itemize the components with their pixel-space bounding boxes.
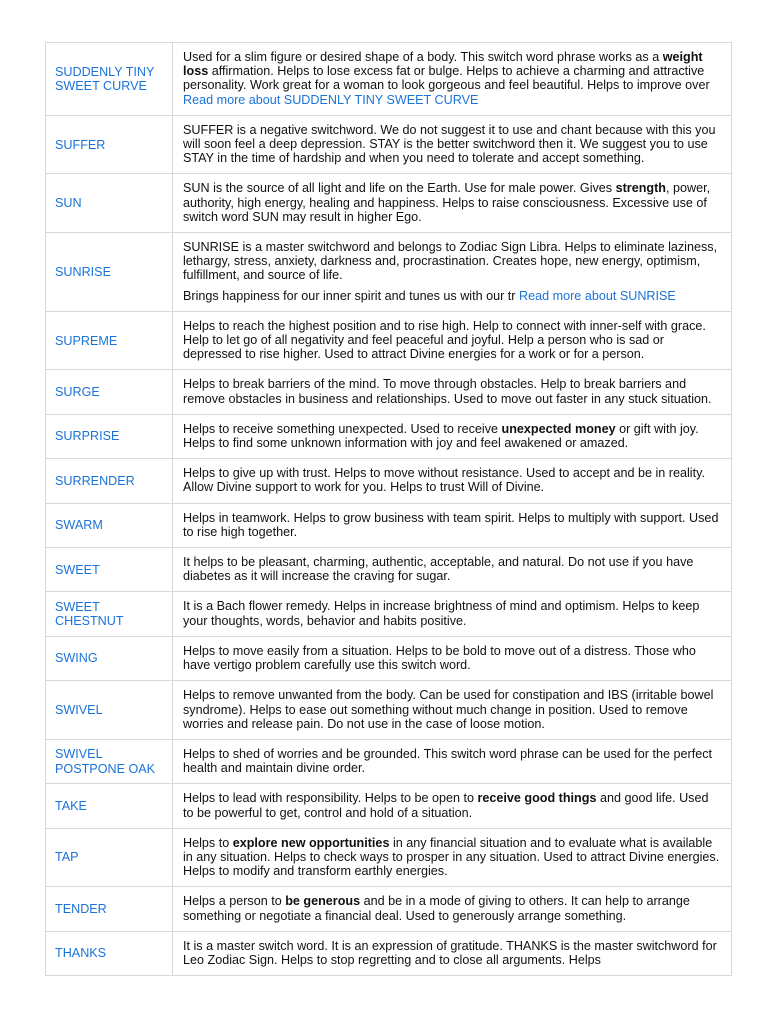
read-more-link[interactable]: Read more about SUDDENLY TINY SWEET CURVE <box>183 92 479 107</box>
switchword-description-cell <box>173 681 732 740</box>
switchword-term-link[interactable]: TAP <box>55 850 79 865</box>
emphasized-text: weight loss <box>183 50 703 79</box>
switchword-term-cell <box>46 311 173 370</box>
switchword-term-cell <box>46 503 173 547</box>
description-text: Helps to reach the highest position and to rise high. Help to connect with inner-self with grace. Help to let go of all negativity and feel peaceful and joyful. Help a person who is sad or depressed to rise higher. Used to attract Divine energies for a work or for a person. <box>183 318 706 362</box>
description-text: SUFFER is a negative switchword. We do not suggest it to use and chant because with this you will soon feel a deep depression. STAY is the better switchword then it. We suggest you to use STAY in the time of hardship and when you need to tolerate and accept something. <box>183 122 716 166</box>
switchword-term-link[interactable]: THANKS <box>55 946 107 961</box>
description-text: SUN is the source of all light and life on the Earth. Use for male power. Gives <box>183 181 616 196</box>
description-paragraph <box>183 791 721 819</box>
switchword-description-cell <box>173 739 732 783</box>
switchword-term-link[interactable]: SWIVEL <box>55 703 103 717</box>
description-text: Helps to give up with trust. Helps to move without resistance. Used to accept and be in reality. Allow Divine support to work for you. Helps to trust Will of Divine. <box>183 466 705 495</box>
description-text: and good life. Used to be powerful to get, control and hold of a situation. <box>183 791 709 820</box>
switchword-term-link[interactable]: TAKE <box>55 798 87 813</box>
table-row <box>46 311 732 370</box>
description-text: It is a Bach flower remedy. Helps in increase brightness of mind and optimism. Helps to keep your thoughts, words, behavior and habits positive. <box>183 599 700 628</box>
table-row <box>46 592 732 636</box>
description-paragraph <box>183 319 721 362</box>
description-paragraph <box>183 644 721 672</box>
switchword-term-link[interactable]: SUFFER <box>55 137 106 152</box>
switchword-term-link[interactable]: SWING <box>55 651 98 666</box>
table-row <box>46 784 732 828</box>
description-text: SUNRISE is a master switchword and belongs to Zodiac Sign Libra. Helps to eliminate laziness, lethargy, stress, anxiety, darkness and, procrastination. Creates hope, new energy, optimism, fulfillment, and source of life. <box>183 240 718 283</box>
table-row <box>46 887 732 931</box>
switchword-term-cell <box>46 370 173 414</box>
description-text: Helps a person to <box>183 894 286 909</box>
emphasized-text: be generous <box>285 894 361 909</box>
description-paragraph <box>183 555 721 583</box>
description-paragraph <box>183 747 721 775</box>
switchword-description-cell <box>173 370 732 414</box>
description-paragraph <box>183 894 721 922</box>
description-paragraph <box>183 511 721 539</box>
table-row <box>46 636 732 680</box>
switchword-term-cell <box>46 414 173 458</box>
description-text: Helps in teamwork. Helps to grow business with team spirit. Helps to multiply with support. Used to rise high together. <box>183 510 719 539</box>
description-paragraph <box>183 240 721 283</box>
switchword-description-cell <box>173 592 732 636</box>
description-text: Helps to lead with responsibility. Helps to be open to <box>183 791 478 806</box>
switchword-table-body <box>46 43 732 976</box>
switchword-description-cell <box>173 459 732 503</box>
table-row <box>46 370 732 414</box>
description-paragraph <box>183 181 721 224</box>
switchword-description-cell <box>173 931 732 975</box>
switchword-term-link[interactable]: SURPRISE <box>55 429 120 444</box>
switchword-description-cell <box>173 636 732 680</box>
switchword-description-cell <box>173 414 732 458</box>
switchword-term-link[interactable]: SUPREME <box>55 333 118 348</box>
switchword-term-cell <box>46 784 173 828</box>
description-paragraph <box>183 599 721 627</box>
description-text: It is a master switch word. It is an expression of gratitude. THANKS is the master switchword for Leo Zodiac Sign. Helps to stop regretting and to close all arguments. Helps <box>183 938 717 967</box>
description-paragraph <box>183 50 721 107</box>
switchword-table <box>45 42 732 976</box>
description-paragraph <box>183 688 721 731</box>
switchword-term-cell <box>46 548 173 592</box>
table-row <box>46 233 732 312</box>
switchword-description-cell <box>173 174 732 233</box>
switchword-term-cell <box>46 459 173 503</box>
switchword-description-cell <box>173 784 732 828</box>
switchword-description-cell <box>173 115 732 174</box>
switchword-term-link[interactable]: TENDER <box>55 901 107 916</box>
emphasized-text: unexpected money <box>501 421 616 436</box>
table-row <box>46 681 732 740</box>
description-text: Helps to remove unwanted from the body. Can be used for constipation and IBS (irritable bowel syndrome). Helps to ease out something without much change in position. Used to remove worries and release pain. Do not use in the case of loose motion. <box>183 688 714 731</box>
description-text: It helps to be pleasant, charming, authentic, acceptable, and natural. Do not use if you have diabetes as it will increase the craving for sugar. <box>183 555 694 584</box>
switchword-term-cell <box>46 739 173 783</box>
description-paragraph <box>183 836 721 879</box>
description-text: Helps to <box>183 835 233 850</box>
table-row <box>46 115 732 174</box>
description-text: Used for a slim figure or desired shape of a body. This switch word phrase works as a <box>183 50 663 64</box>
switchword-term-link[interactable]: SURGE <box>55 385 100 400</box>
switchword-term-cell <box>46 592 173 636</box>
table-row <box>46 414 732 458</box>
description-paragraph <box>183 422 721 450</box>
table-row <box>46 174 732 233</box>
description-paragraph <box>183 939 721 967</box>
description-text: Brings happiness for our inner spirit and tunes us with our tr <box>183 288 520 303</box>
switchword-term-link[interactable]: SUNRISE <box>55 264 111 279</box>
description-text: Helps to break barriers of the mind. To move through obstacles. Help to break barriers and remove obstacles in business and relationships. Used to move out faster in any stuck situation. <box>183 377 712 406</box>
description-text: and be in a mode of giving to others. It can help to arrange something or negotiate a financial deal. Used to generously arrange something. <box>183 894 690 923</box>
description-text: Helps to receive something unexpected. Used to receive <box>183 421 502 436</box>
switchword-term-cell <box>46 828 173 887</box>
read-more-link[interactable]: Read more about SUNRISE <box>519 288 676 303</box>
description-paragraph <box>183 377 721 405</box>
table-row <box>46 43 732 116</box>
switchword-term-link[interactable]: SURRENDER <box>55 473 135 488</box>
table-row <box>46 739 732 783</box>
switchword-term-cell <box>46 115 173 174</box>
switchword-term-cell <box>46 887 173 931</box>
description-paragraph <box>183 466 721 494</box>
description-paragraph <box>183 289 721 303</box>
switchword-description-cell <box>173 548 732 592</box>
switchword-term-link[interactable]: SUDDENLY TINY SWEET CURVE <box>55 64 155 93</box>
description-text: or gift with joy. Helps to find some unknown information with joy and feel awakened or amazed. <box>183 421 699 451</box>
switchword-term-link[interactable]: SWEET <box>55 562 100 577</box>
description-text: affirmation. Helps to lose excess fat or bulge. Helps to achieve a charming and attractive personality. Work great for a woman to look gorgeous and feel beautiful. Helps to improve over <box>183 64 710 93</box>
switchword-description-cell <box>173 503 732 547</box>
description-text: Helps to shed of worries and be grounded. This switch word phrase can be used for the perfect health and maintain divine order. <box>183 746 713 776</box>
emphasized-text: receive good things <box>477 791 597 806</box>
description-text: Helps to move easily from a situation. Helps to be bold to move out of a distress. Those who have vertigo problem carefully use this switch word. <box>183 643 696 673</box>
switchword-description-cell <box>173 828 732 887</box>
switchword-description-cell <box>173 311 732 370</box>
description-text: in any financial situation and to evaluate what is available in any situation. Helps to check ways to prosper in any situation. Used to attract Divine energies. Helps to modify and transform earthly energies. <box>183 835 720 879</box>
table-row <box>46 548 732 592</box>
switchword-term-cell <box>46 931 173 975</box>
switchword-description-cell <box>173 233 732 312</box>
switchword-description-cell <box>173 43 732 116</box>
switchword-term-cell <box>46 681 173 740</box>
switchword-term-cell <box>46 233 173 312</box>
table-row <box>46 503 732 547</box>
switchword-term-cell <box>46 43 173 116</box>
table-row <box>46 828 732 887</box>
emphasized-text: strength <box>615 181 666 196</box>
description-paragraph <box>183 123 721 166</box>
switchword-term-cell <box>46 174 173 233</box>
table-row <box>46 459 732 503</box>
switchword-term-link[interactable]: SWEET CHESTNUT <box>55 599 124 629</box>
switchword-term-cell <box>46 636 173 680</box>
switchword-description-cell <box>173 887 732 931</box>
switchword-term-link[interactable]: SUN <box>55 196 82 211</box>
description-text: , power, authority, high energy, healing and happiness. Helps to raise consciousness. Excessive use of switch word SUN may result in higher Ego. <box>183 181 711 224</box>
table-row <box>46 931 732 975</box>
switchword-term-link[interactable]: SWARM <box>55 518 103 533</box>
emphasized-text: explore new opportunities <box>232 835 390 850</box>
switchword-term-link[interactable]: SWIVEL POSTPONE OAK <box>55 747 156 776</box>
